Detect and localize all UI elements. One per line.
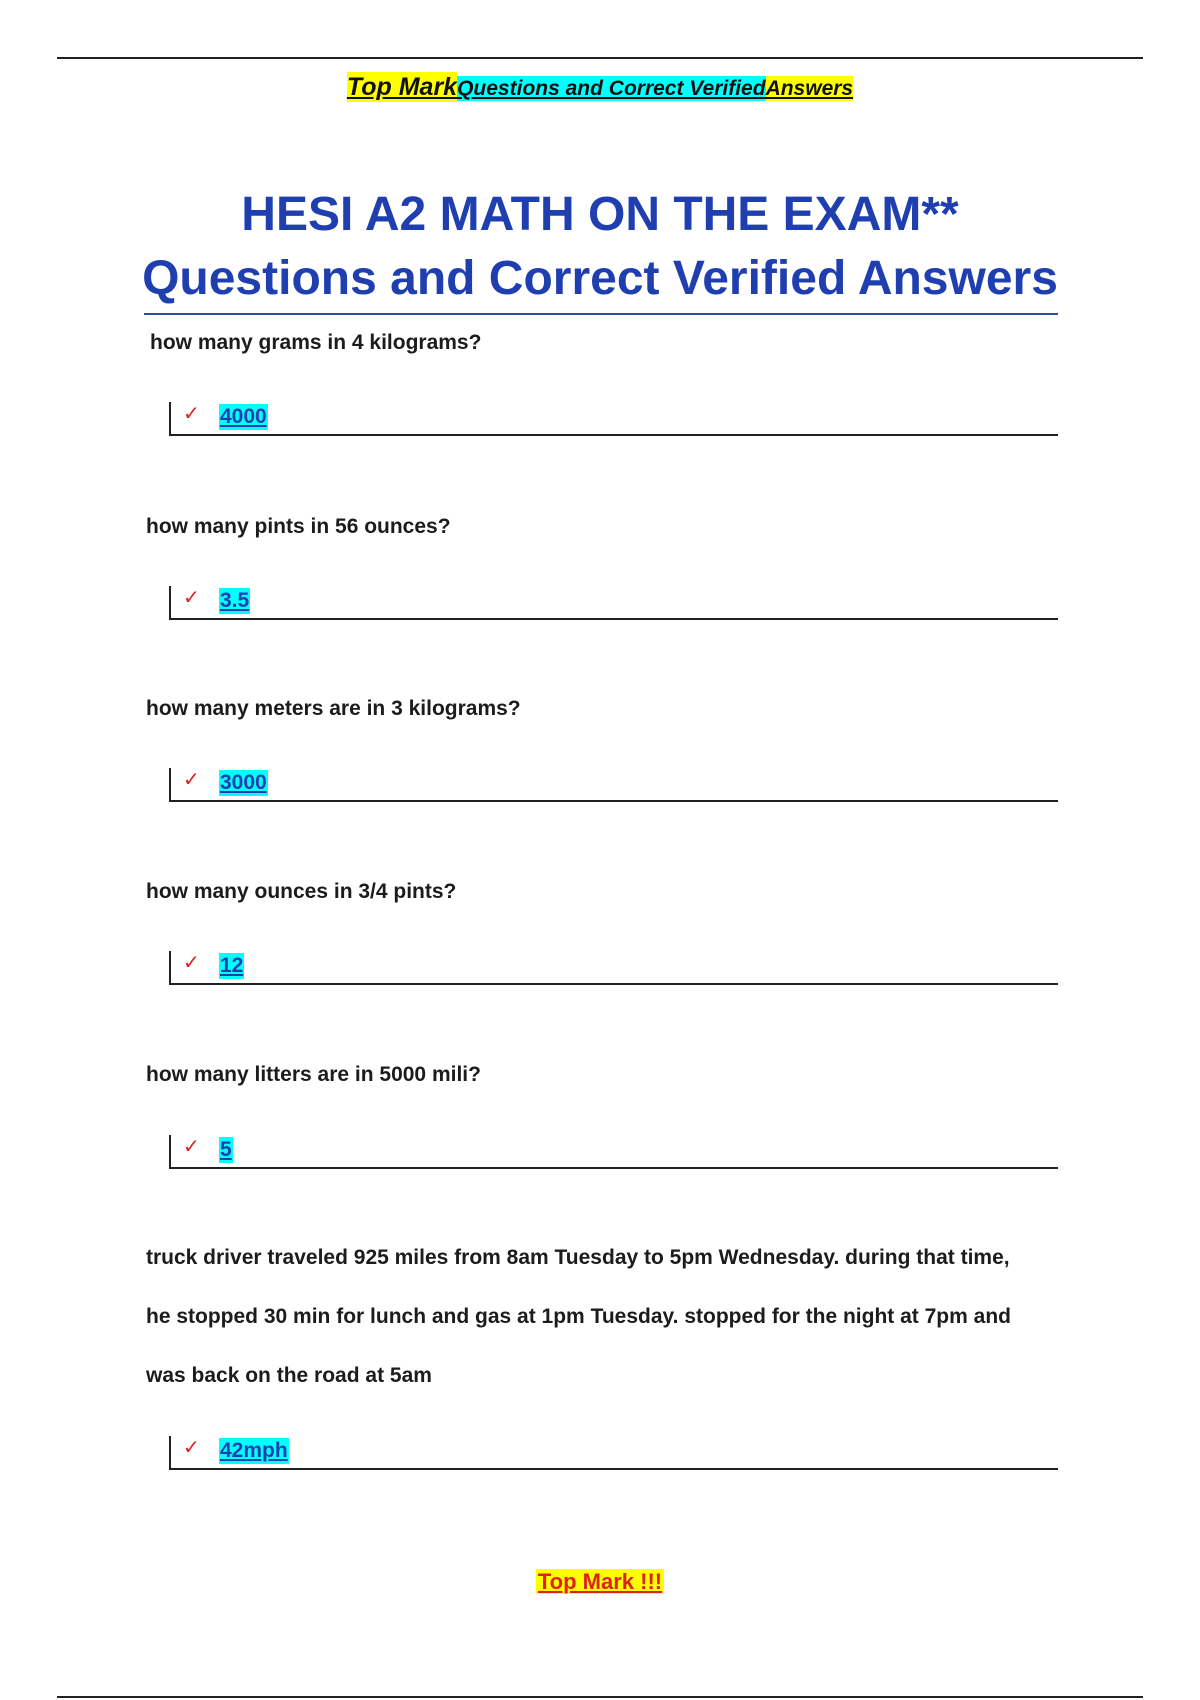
check-icon: ✓ — [183, 585, 200, 609]
question-4: how many ounces in 3/4 pints? — [146, 880, 457, 903]
answer-4: 12 — [220, 954, 244, 977]
answer-6: 42mph — [220, 1439, 288, 1462]
bottom-rule — [57, 1696, 1143, 1698]
header-banner — [0, 72, 1200, 104]
question-1: how many grams in 4 kilograms? — [150, 331, 482, 354]
answer-row-6 — [169, 1436, 1058, 1470]
footer-mark — [0, 1568, 1200, 1596]
question-6-line-1: truck driver traveled 925 miles from 8am Tuesday to 5pm Wednesday. during that time, — [146, 1246, 1010, 1269]
question-3: how many meters are in 3 kilograms? — [146, 697, 521, 720]
page-title — [0, 183, 1200, 311]
question-6-line-3: was back on the road at 5am — [146, 1364, 432, 1387]
answer-row-5 — [169, 1135, 1058, 1169]
page-title-line-1: HESI A2 MATH ON THE EXAM** — [241, 188, 959, 241]
answer-row-4 — [169, 951, 1058, 985]
footer-mark-text: Top Mark !!! — [537, 1569, 663, 1594]
question-2: how many pints in 56 ounces? — [146, 515, 451, 538]
header-cyan-text: Questions and Correct Verified — [457, 77, 766, 100]
answer-1: 4000 — [220, 405, 267, 428]
check-icon: ✓ — [183, 767, 200, 791]
check-icon: ✓ — [183, 1435, 200, 1459]
check-icon: ✓ — [183, 950, 200, 974]
answer-2: 3.5 — [220, 589, 250, 612]
answer-3: 3000 — [220, 771, 267, 794]
answer-5: 5 — [220, 1138, 232, 1161]
question-6-line-2: he stopped 30 min for lunch and gas at 1pm Tuesday. stopped for the night at 7pm and — [146, 1305, 1011, 1328]
answer-row-3 — [169, 768, 1058, 802]
answer-row-1 — [169, 402, 1058, 436]
check-icon: ✓ — [183, 401, 200, 425]
check-icon: ✓ — [183, 1134, 200, 1158]
question-6 — [146, 1228, 1066, 1405]
question-5: how many litters are in 5000 mili? — [146, 1063, 481, 1086]
header-top-mark: Top Mark — [346, 73, 458, 101]
title-underline — [144, 313, 1058, 315]
answer-row-2 — [169, 586, 1058, 620]
page-title-line-2: Questions and Correct Verified Answers — [142, 252, 1058, 305]
top-rule — [57, 57, 1143, 59]
header-yellow-text: Answers — [765, 77, 854, 100]
